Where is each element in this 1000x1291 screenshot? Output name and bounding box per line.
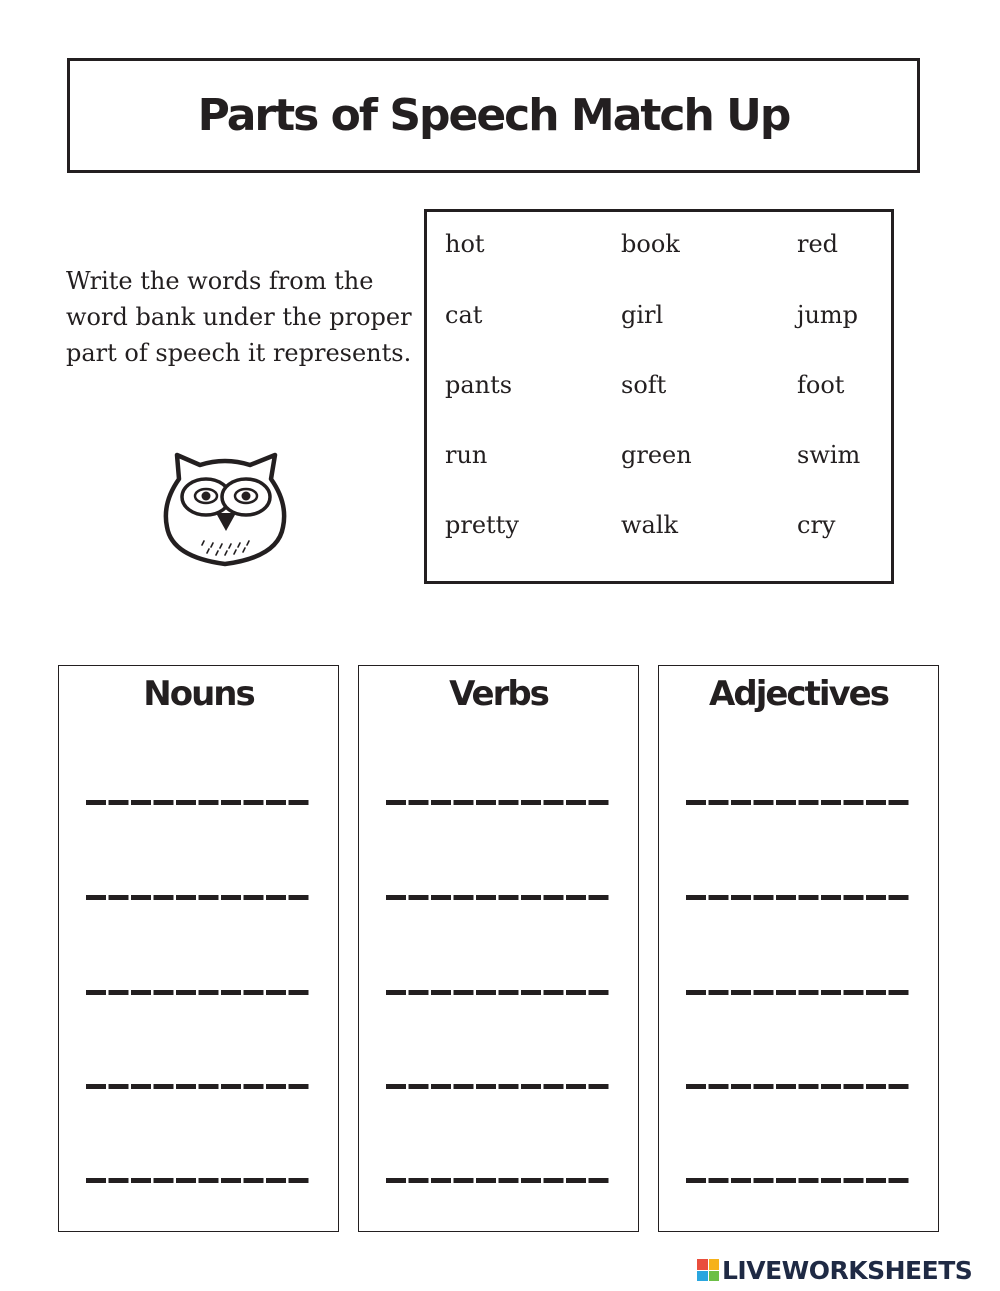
title-box: [67, 58, 920, 173]
logo-square: [709, 1271, 720, 1282]
word-bank: [424, 209, 894, 584]
answer-blank[interactable]: [386, 1178, 611, 1183]
category-adjectives: [658, 665, 939, 1232]
word-bank-item[interactable]: swim: [797, 441, 861, 469]
word-bank-item[interactable]: soft: [621, 371, 667, 399]
instructions-text: Write the words from the word bank under the proper part of speech it represents.: [66, 267, 412, 367]
answer-blank[interactable]: [386, 1084, 611, 1089]
logo-square: [697, 1259, 708, 1270]
answer-blank[interactable]: [86, 1178, 311, 1183]
answer-blank[interactable]: [386, 990, 611, 995]
answer-blank[interactable]: [686, 990, 911, 995]
brand-logo[interactable]: [697, 1254, 972, 1286]
owl-icon: [160, 445, 290, 570]
brand-text: LIVEWORKSHEETS: [722, 1255, 973, 1285]
category-title: Nouns: [143, 674, 254, 714]
word-bank-item[interactable]: run: [445, 441, 488, 469]
word-bank-item[interactable]: walk: [621, 511, 679, 539]
liveworksheets-logo-icon: [697, 1259, 719, 1281]
logo-square: [697, 1271, 708, 1282]
answer-blank[interactable]: [86, 895, 311, 900]
word-bank-item[interactable]: cry: [797, 511, 836, 539]
word-bank-item[interactable]: red: [797, 230, 839, 258]
word-bank-item[interactable]: green: [621, 441, 692, 469]
word-bank-item[interactable]: pants: [445, 371, 513, 399]
answer-blank[interactable]: [686, 1178, 911, 1183]
answer-blank[interactable]: [386, 895, 611, 900]
answer-blank[interactable]: [686, 1084, 911, 1089]
category-title: Adjectives: [709, 674, 888, 714]
page-title: Parts of Speech Match Up: [197, 90, 790, 141]
answer-blank[interactable]: [86, 990, 311, 995]
category-title: Verbs: [449, 674, 548, 714]
word-bank-item[interactable]: girl: [621, 301, 664, 329]
logo-square: [709, 1259, 720, 1270]
word-bank-item[interactable]: cat: [445, 301, 483, 329]
answer-blank[interactable]: [686, 800, 911, 805]
word-bank-item[interactable]: foot: [797, 371, 845, 399]
answer-blank[interactable]: [686, 895, 911, 900]
word-bank-item[interactable]: hot: [445, 230, 485, 258]
category-nouns: [58, 665, 339, 1232]
word-bank-item[interactable]: jump: [797, 301, 859, 329]
category-verbs: [358, 665, 639, 1232]
answer-blank[interactable]: [86, 1084, 311, 1089]
word-bank-item[interactable]: book: [621, 230, 680, 258]
answer-blank[interactable]: [86, 800, 311, 805]
word-bank-item[interactable]: pretty: [445, 511, 519, 539]
answer-blank[interactable]: [386, 800, 611, 805]
